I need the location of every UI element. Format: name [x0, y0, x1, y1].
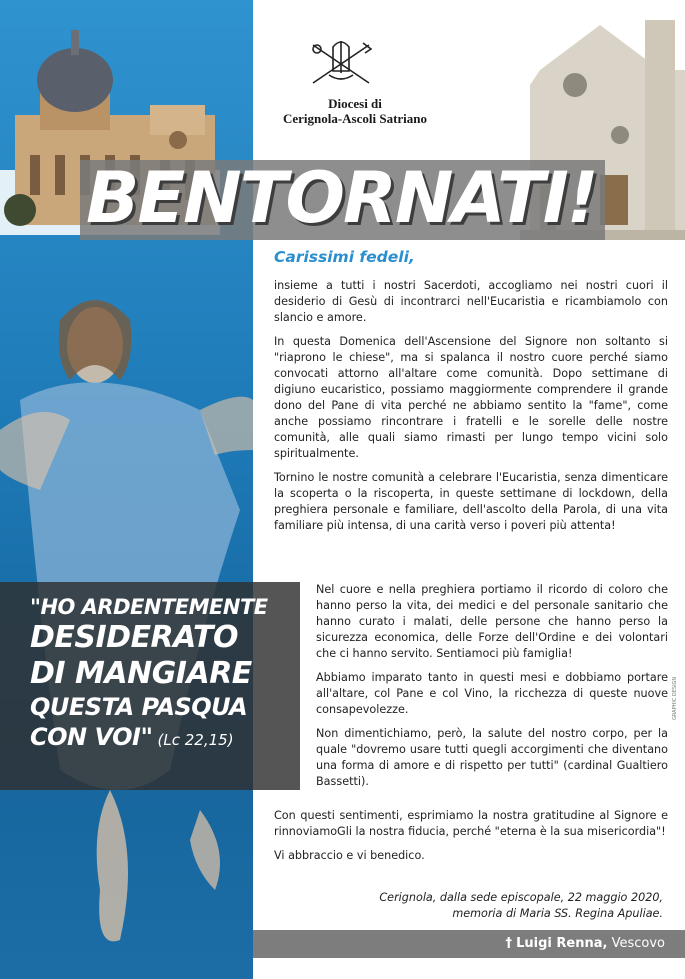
quote-line-2: DESIDERATO — [30, 620, 238, 655]
paragraph: Vi abbraccio e vi benedico. — [274, 849, 425, 862]
place-date — [379, 890, 663, 922]
bishop-signature — [505, 936, 665, 951]
letter-body-top — [274, 278, 668, 542]
paragraph: insieme a tutti i nostri Sacerdoti, accogliamo nei nostri cuori il desiderio di Gesù di incontrarci nell'Eucaristia e ricambiamolo con slancio e amore. — [274, 279, 668, 324]
quote-line-5: CON VOI" — [30, 723, 153, 751]
quote-line-1: "HO ARDENTEMENTE — [30, 595, 268, 619]
letter-body-mid — [316, 582, 668, 798]
cross-icon: † — [505, 936, 512, 951]
quote-reference: (Lc 22,15) — [157, 731, 234, 749]
memorial-line: memoria di Maria SS. Regina Apuliae. — [452, 907, 663, 920]
scripture-quote — [30, 594, 298, 752]
diocese-crest-icon — [305, 33, 377, 91]
page-title: BENTORNATI! — [86, 157, 597, 239]
bishop-role: Vescovo — [611, 936, 665, 951]
letter-greeting: Carissimi fedeli, — [274, 248, 415, 266]
bishop-name: Luigi Renna, — [516, 936, 608, 951]
diocese-line-1: Diocesi di — [328, 96, 382, 111]
letter-body-bottom — [274, 808, 668, 872]
paragraph: Con questi sentimenti, esprimiamo la nostra gratitudine al Signore e rinnoviamoGli la nostra fiducia, perché "eterna è la sua misericordia"! — [274, 809, 668, 838]
quote-line-3: DI MANGIARE — [30, 656, 252, 691]
place-date-line: Cerignola, dalla sede episcopale, 22 maggio 2020, — [379, 891, 663, 904]
quote-line-4: QUESTA PASQUA — [30, 693, 248, 721]
paragraph: Tornino le nostre comunità a celebrare l'Eucaristia, senza dimenticare la scoperta o la riscoperta, in queste settimane di lockdown, della preghiera personale e familiare, dell'ascolto della Parola, di una vita familiare più intensa, di una carità verso i poveri più attenta! — [274, 471, 668, 532]
paragraph: In questa Domenica dell'Ascensione del Signore non soltanto si "riaprono le chiese", ma si spalanca il nostro cuore perché siamo convocati attorno all'altare come comunità. Dopo settimane di digiuno eucaristico, possiamo maggiormente comprendere il grande dono del Pane di vita perché ne abbiamo sentito la "fame", come anche possiamo rincontrare i fratelli e le sorelle delle nostre comunità, alle quali siamo rimasti per lungo tempo vicini solo spiritualmente. — [274, 335, 668, 460]
paragraph: Nel cuore e nella preghiera portiamo il ricordo di coloro che hanno perso la vita, dei medici e del personale sanitario che hanno curato i malati, delle persone che hanno perso la sicurezza economica, delle Forze dell'Ordine e dei volontari che ci hanno servito. Sentiamoci più famiglia! — [316, 583, 668, 660]
graphic-credit: GRAPHIC DESIGN — [672, 676, 678, 720]
diocese-name — [260, 96, 450, 126]
paragraph: Abbiamo imparato tanto in questi mesi e dobbiamo portare all'altare, col Pane e col Vino, la ricchezza di queste nuove consapevolezze. — [316, 671, 668, 716]
diocese-line-2: Cerignola-Ascoli Satriano — [282, 111, 428, 126]
paragraph: Non dimentichiamo, però, la salute del nostro corpo, per la quale "dovremo usare tutti quegli accorgimenti che diventano una forma di amore e di rispetto per tutti" (cardinal Gualtiero Bassetti). — [316, 727, 668, 788]
